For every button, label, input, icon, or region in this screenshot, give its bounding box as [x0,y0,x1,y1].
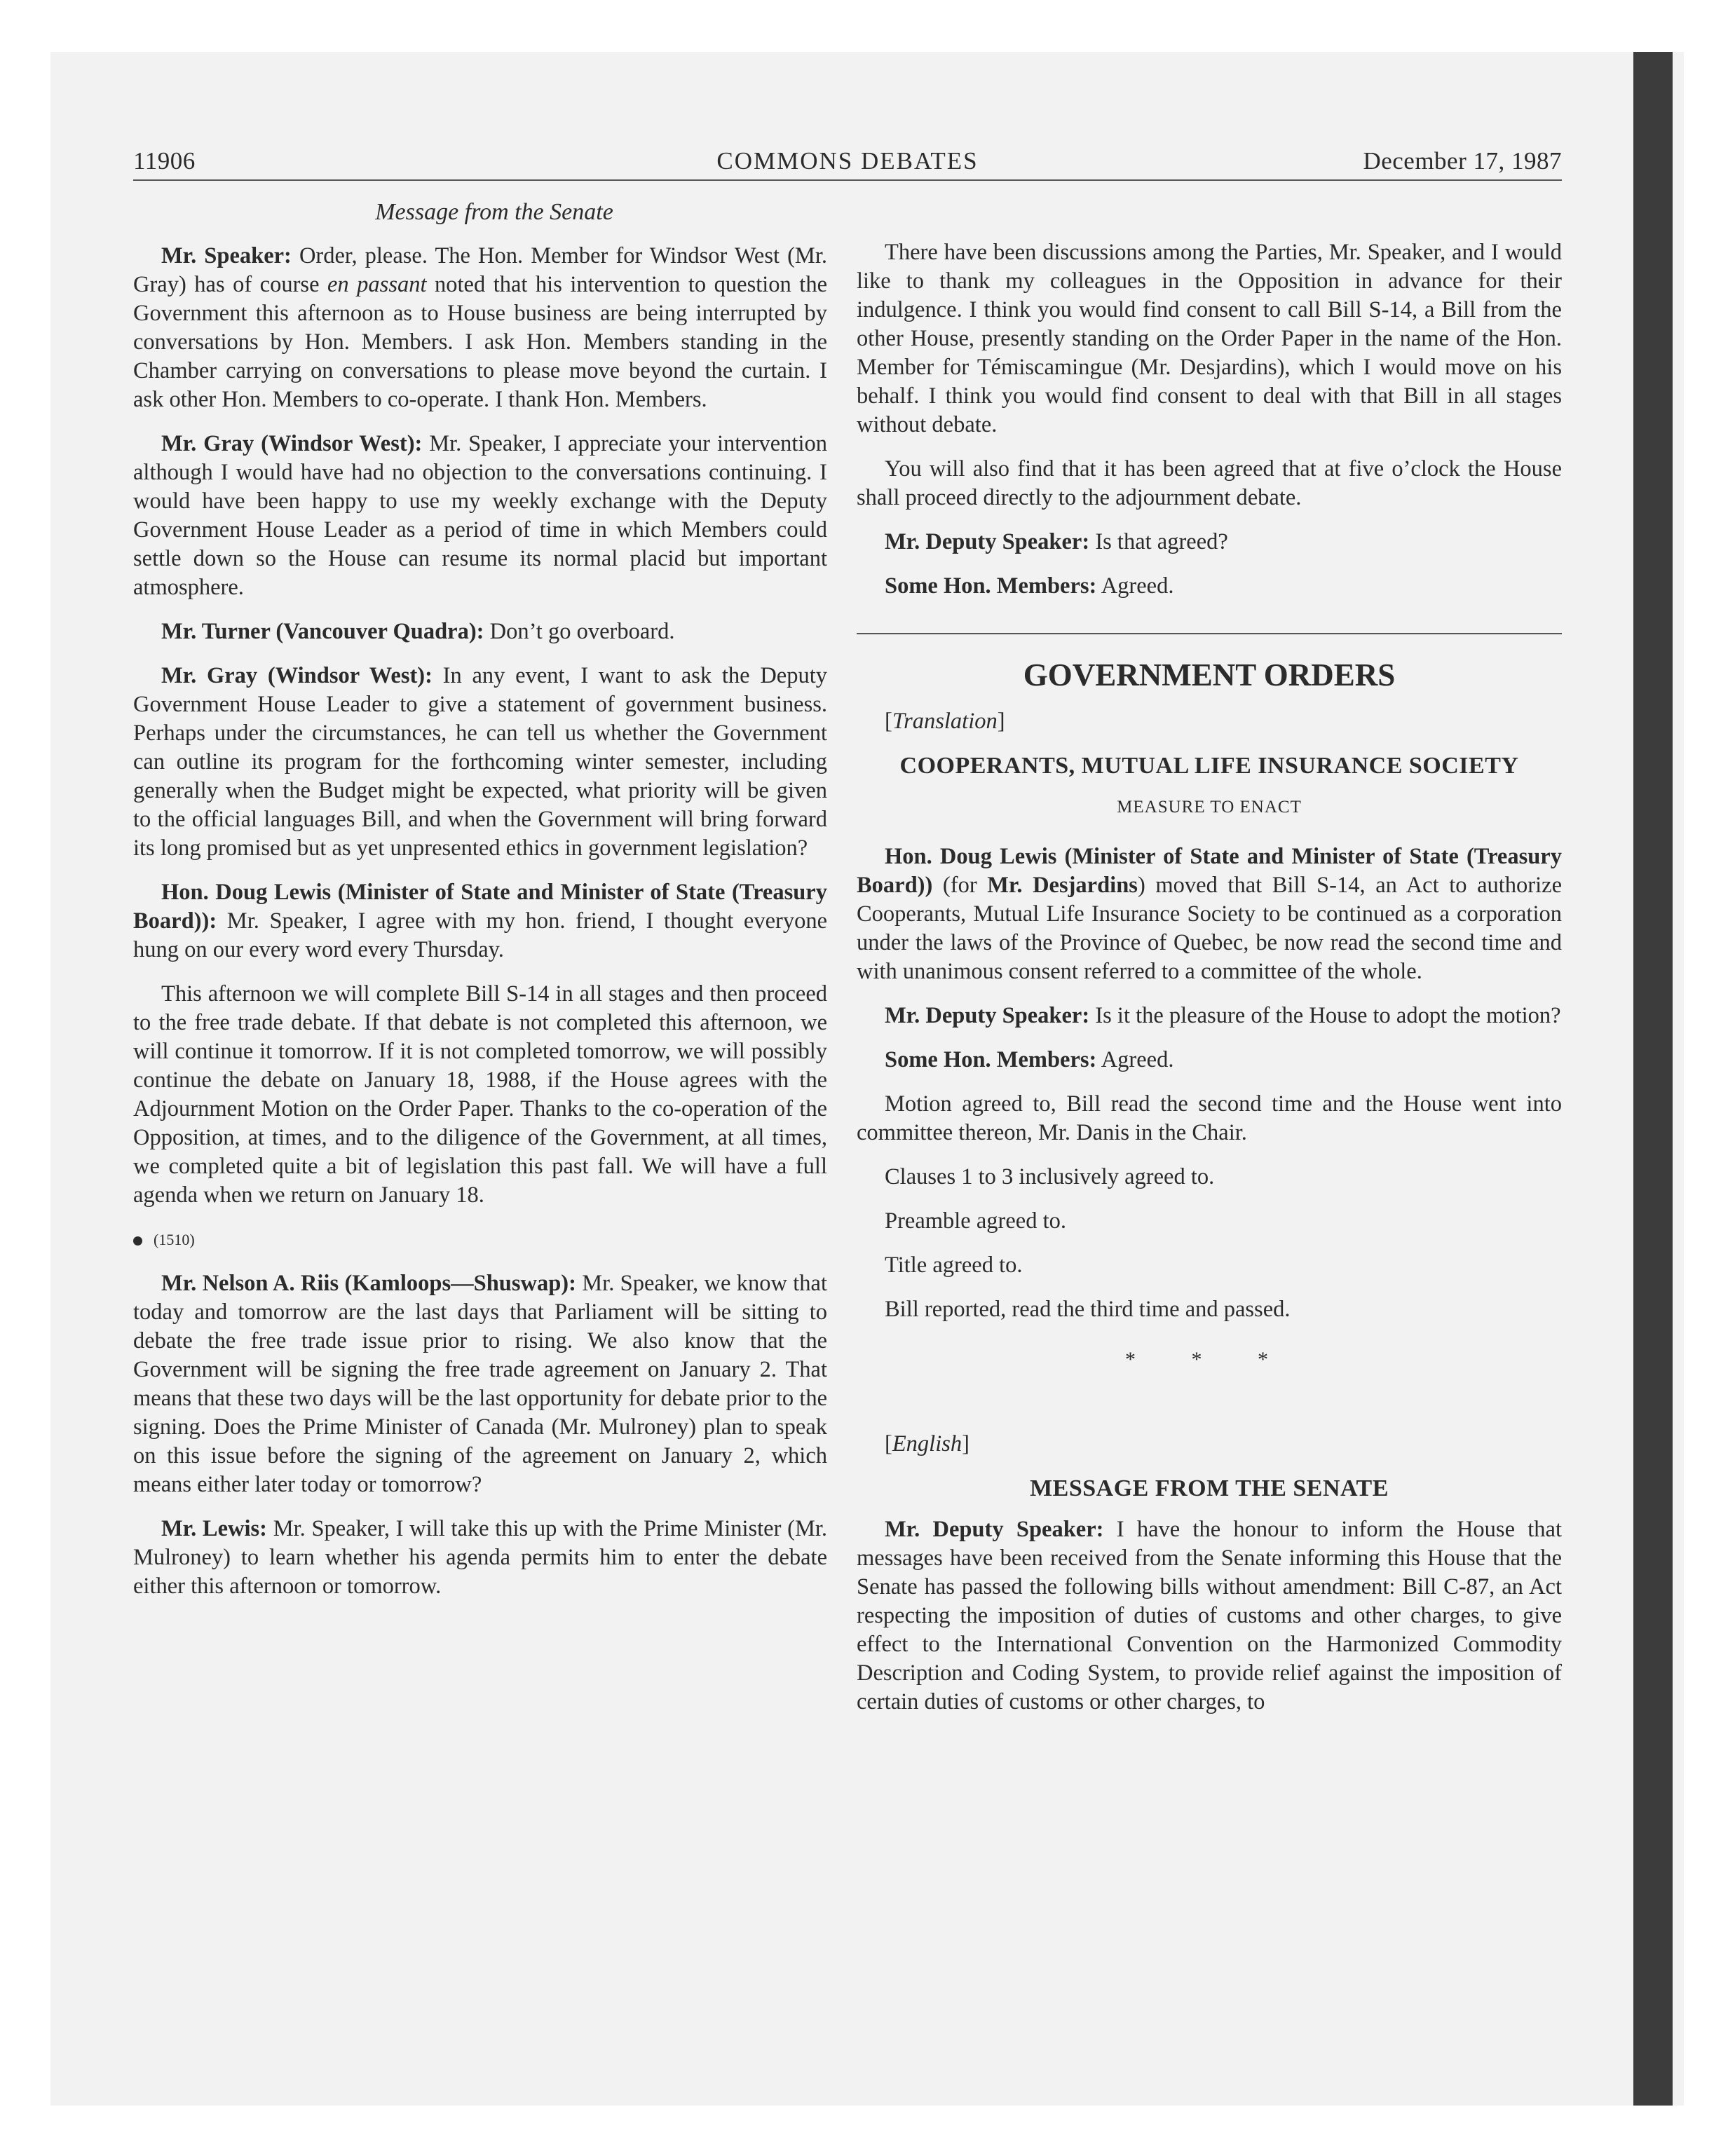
paragraph: Mr. Gray (Windsor West): In any event, I want to ask the Deputy Government House Leader to give a statement of government business. Perhaps under the circumstances, he can tell us whether the Government can outline its program for the forthcoming winter semester, including generally when the Budget might be expected, what priority will be given to the official languages Bill, and when the Government will bring forward its long promised but as yet unpresented ethics in government legislation? [133,663,827,861]
bullet-icon [133,1236,142,1246]
paragraph: Mr. Deputy Speaker: I have the honour to inform the House that messages have been received from the Senate informing this House that the Senate has passed the following bills without amendment: Bill C-87, an Act respecting the imposition of duties of customs and other charges, to give effect to the International Convention on the Harmonized Commodity Description and Coding System, to provide relief against the imposition of certain duties of customs or other charges, to [857,1517,1563,1714]
page-date: December 17, 1987 [1363,147,1562,175]
paragraph: Hon. Doug Lewis (Minister of State and Minister of State (Treasury Board)) (for Mr. Desjardins) moved that Bill S-14, an Act to authorize Cooperants, Mutual Life Insurance Society to be continued as a corporation under the laws of the Province of Quebec, be now read the second time and with unanimous consent referred to a committee of the whole. [857,844,1562,984]
speaker-name: Mr. Turner (Vancouver Quadra): [161,619,484,644]
section-divider [857,633,1562,634]
paragraph: Some Hon. Members: Agreed. [885,573,1174,599]
header-rule [133,179,1562,181]
section-heading: GOVERNMENT ORDERS [1023,657,1396,692]
speaker-name: Mr. Deputy Speaker: [885,1517,1104,1542]
paragraph: Mr. Deputy Speaker: Is that agreed? [885,529,1228,554]
bill-heading: COOPERANTS, MUTUAL LIFE INSURANCE SOCIETY [899,753,1519,779]
speaker-name: Mr. Speaker: [161,243,292,268]
bill-subheading: MEASURE TO ENACT [1117,798,1302,817]
paragraph: This afternoon we will complete Bill S-14 in all stages and then proceed to the free trade debate. If that debate is not completed this afternoon, we will continue it tomorrow. If it is not completed tomorrow, we will possibly continue the debate on January 18, 1988, if the House agrees with the Adjournment Motion on the Order Paper. Thanks to the co-operation of the Opposition, at times, and to the diligence of the Government, at all times, we completed quite a bit of legislation this past fall. We will have a full agenda when we return on January 18. [133,981,827,1208]
paragraph: Motion agreed to, Bill read the second time and the House went into committee thereon, Mr. Danis in the Chair. [857,1091,1562,1145]
publication-title: COMMONS DEBATES [716,147,979,175]
speaker-name: Some Hon. Members: [885,573,1097,599]
paragraph: Title agreed to. [885,1253,1023,1278]
speaker-name: Mr. Deputy Speaker: [885,529,1090,554]
speaker-name: Some Hon. Members: [885,1047,1097,1072]
time-stamp: (1510) [133,1225,827,1254]
message-heading: MESSAGE FROM THE SENATE [1030,1475,1389,1501]
speaker-name: Mr. Gray (Windsor West): [161,663,433,688]
speaker-name: Hon. Doug Lewis (Minister of State and Minister of State (Treasury Board)): [133,880,827,934]
paragraph: Mr. Deputy Speaker: Is it the pleasure of the House to adopt the motion? [885,1003,1561,1028]
page-number: 11906 [133,147,196,175]
speaker-name: Mr. Deputy Speaker: [885,1003,1090,1028]
page-header [133,143,1562,179]
speaker-name: Mr. Nelson A. Riis (Kamloops—Shuswap): [161,1271,576,1296]
paragraph: You will also find that it has been agreed that at five o’clock the House shall proceed directly to the adjournment debate. [857,456,1562,510]
speaker-name: Mr. Lewis: [161,1516,268,1541]
paragraph: Mr. Gray (Windsor West): Mr. Speaker, I appreciate your intervention although I would have had no objection to the conversations continuing. I would have been happy to use my weekly exchange with the Deputy Government House Leader as a period of time in which Members could settle down so the House can resume its normal placid but important atmosphere. [133,431,827,600]
left-column [133,198,827,1616]
paragraph: Clauses 1 to 3 inclusively agreed to. [885,1164,1215,1189]
speaker-name: Hon. Doug Lewis (Minister of State and Minister of State (Treasury Board)) [857,844,1562,898]
paragraph: There have been discussions among the Parties, Mr. Speaker, and I would like to thank my colleagues in the Opposition in advance for their indulgence. I think you would find consent to call Bill S-14, a Bill from the other House, presently standing on the Order Paper in the name of the Hon. Member for Témiscamingue (Mr. Desjardins), which I would move on his behalf. I think you would find consent to deal with that Bill in all stages without debate. [857,240,1562,437]
paragraph: Some Hon. Members: Agreed. [885,1047,1174,1072]
paragraph: Mr. Speaker: Order, please. The Hon. Member for Windsor West (Mr. Gray) has of course en passant noted that his intervention to question the Government this afternoon as to House business are being interrupted by conversations by Hon. Members. I ask Hon. Members standing in the Chamber carrying on conversations to please move beyond the curtain. I ask other Hon. Members to co-operate. I thank Hon. Members. [133,243,827,412]
section-subtitle: Message from the Senate [375,199,613,225]
language-tag: [English] [885,1431,969,1456]
language-tag: [Translation] [885,709,1005,734]
paragraph: Preamble agreed to. [885,1208,1066,1234]
scan-edge-shadow [1633,52,1673,2106]
italic-phrase: en passant [327,272,427,297]
paragraph: Hon. Doug Lewis (Minister of State and Minister of State (Treasury Board)): Mr. Speaker, I agree with my hon. friend, I thought everyone hung on our every word every Thursday. [133,880,827,962]
paragraph: Mr. Turner (Vancouver Quadra): Don’t go overboard. [161,619,675,644]
paragraph: Mr. Lewis: Mr. Speaker, I will take this up with the Prime Minister (Mr. Mulroney) to learn whether his agenda permits him to enter the debate either this afternoon or tomorrow. [133,1516,827,1599]
speaker-name: Mr. Desjardins [987,873,1138,898]
section-stars: * * * [1125,1348,1293,1371]
speaker-name: Mr. Gray (Windsor West): [161,431,423,456]
paragraph: Mr. Nelson A. Riis (Kamloops—Shuswap): Mr. Speaker, we know that today and tomorrow are the last days that Parliament will be sitting to debate the free trade issue prior to rising. We also know that the Government will be signing the free trade agreement on January 2. That means that these two days will be the last opportunity for debate prior to the signing. Does the Prime Minister of Canada (Mr. Mulroney) plan to speak on this issue before the signing of the agreement on January 2, which means either later today or tomorrow? [133,1271,827,1497]
paragraph: Bill reported, read the third time and passed. [885,1297,1291,1322]
right-column [857,238,1562,1732]
